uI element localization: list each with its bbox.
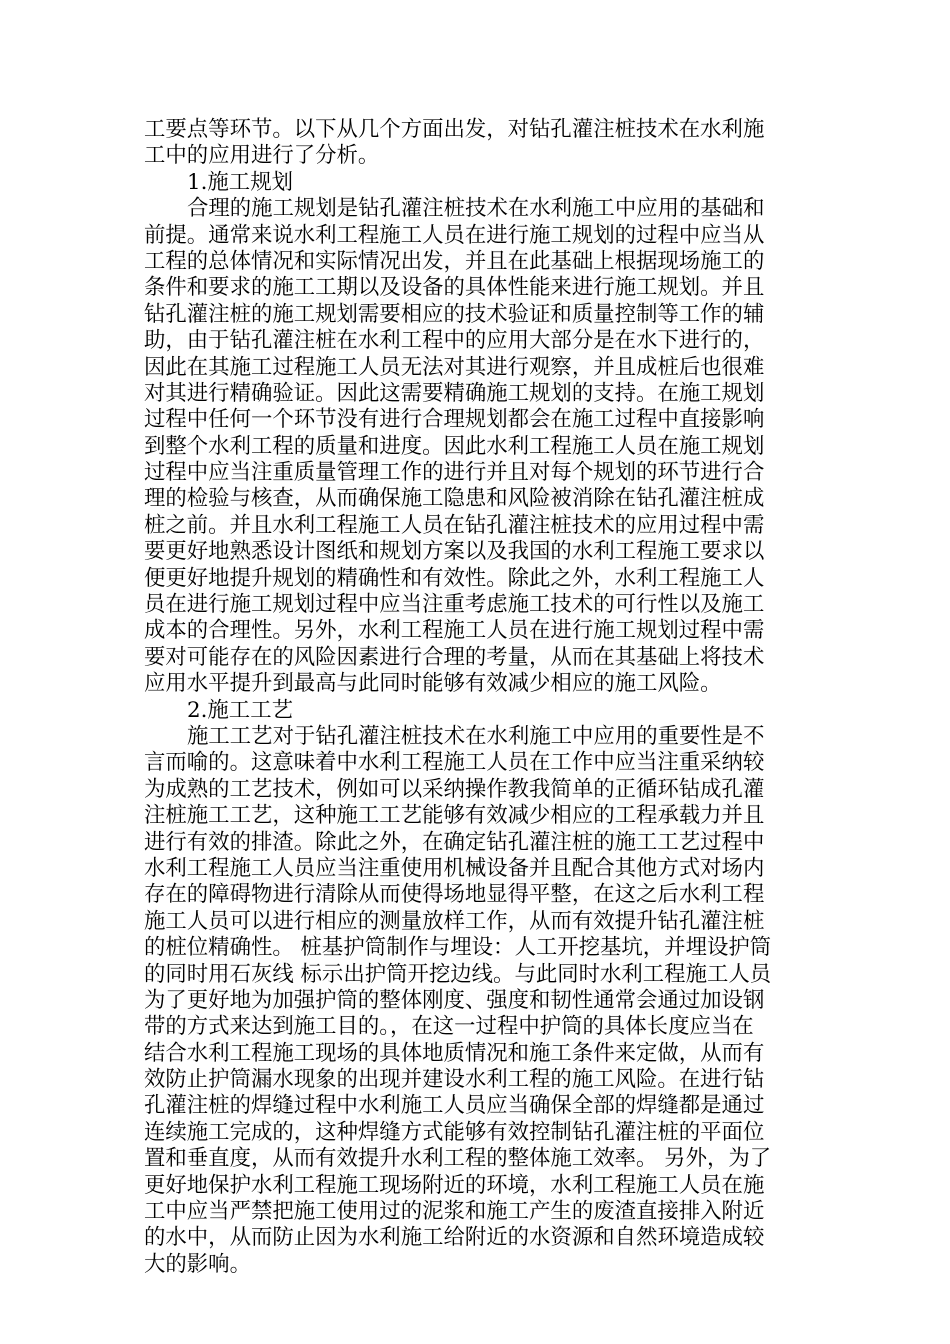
text-line: 的桩位精确性。 桩基护筒制作与埋设：人工开挖基坑，并埋设护筒 bbox=[144, 935, 772, 961]
text-line: 孔灌注桩的焊缝过程中水利施工人员应当确保全部的焊缝都是通过 bbox=[144, 1093, 765, 1119]
text-line: 到整个水利工程的质量和进度。因此水利工程施工人员在施工规划 bbox=[144, 433, 765, 459]
text-line: 连续施工完成的，这种焊缝方式能够有效控制钻孔灌注桩的平面位 bbox=[144, 1119, 765, 1145]
text-line: 要对可能存在的风险因素进行合理的考量，从而在其基础上将技术 bbox=[144, 644, 765, 670]
text-line: 施工人员可以进行相应的测量放样工作，从而有效提升钻孔灌注桩 bbox=[144, 908, 765, 934]
text-line: 的同时用石灰线 标示出护筒开挖边线。与此同时水利工程施工人员 bbox=[144, 961, 772, 987]
text-line: 工中的应用进行了分析。 bbox=[144, 143, 380, 169]
text-line: 带的方式来达到施工目的。，在这一过程中护筒的具体长度应当在 bbox=[144, 1014, 754, 1040]
text-line: 的水中，从而防止因为水利施工给附近的水资源和自然环境造成较 bbox=[144, 1225, 765, 1251]
text-line: 员在进行施工规划过程中应当注重考虑施工技术的可行性以及施工 bbox=[144, 592, 765, 618]
text-line: 钻孔灌注桩的施工规划需要相应的技术验证和质量控制等工作的辅 bbox=[144, 301, 765, 327]
text-line: 前提。通常来说水利工程施工人员在进行施工规划的过程中应当从 bbox=[144, 222, 765, 248]
text-line: 置和垂直度，从而有效提升水利工程的整体施工效率。 另外，为了 bbox=[144, 1146, 772, 1172]
text-line: 要更好地熟悉设计图纸和规划方案以及我国的水利工程施工要求以 bbox=[144, 539, 765, 565]
text-line: 2.施工工艺 bbox=[187, 697, 293, 723]
text-line: 大的影响。 bbox=[144, 1251, 251, 1277]
text-line: 过程中应当注重质量管理工作的进行并且对每个规划的环节进行合 bbox=[144, 460, 765, 486]
text-line: 工中应当严禁把施工使用过的泥浆和施工产生的废渣直接排入附近 bbox=[144, 1199, 765, 1225]
text-line: 因此在其施工过程施工人员无法对其进行观察，并且成桩后也很难 bbox=[144, 354, 765, 380]
text-line: 工程的总体情况和实际情况出发，并且在此基础上根据现场施工的 bbox=[144, 248, 765, 274]
text-line: 为了更好地为加强护筒的整体刚度、强度和韧性通常会通过加设钢 bbox=[144, 987, 765, 1013]
text-line: 合理的施工规划是钻孔灌注桩技术在水利施工中应用的基础和 bbox=[187, 196, 765, 222]
text-line: 效防止护筒漏水现象的出现并建设水利工程的施工风险。在进行钻 bbox=[144, 1067, 765, 1093]
text-line: 便更好地提升规划的精确性和有效性。除此之外，水利工程施工人 bbox=[144, 565, 765, 591]
text-line: 进行有效的排渣。除此之外，在确定钻孔灌注桩的施工工艺过程中 bbox=[144, 829, 765, 855]
text-line: 水利工程施工人员应当注重使用机械设备并且配合其他方式对场内 bbox=[144, 855, 765, 881]
text-line: 注桩施工工艺，这种施工工艺能够有效减少相应的工程承载力并且 bbox=[144, 803, 765, 829]
text-line: 存在的障碍物进行清除从而使得场地显得平整，在这之后水利工程 bbox=[144, 882, 765, 908]
text-line: 桩之前。并且水利工程施工人员在钻孔灌注桩技术的应用过程中需 bbox=[144, 512, 765, 538]
text-line: 言而喻的。这意味着中水利工程施工人员在工作中应当注重采纳较 bbox=[144, 750, 765, 776]
text-line: 助，由于钻孔灌注桩在水利工程中的应用大部分是在水下进行的， bbox=[144, 328, 765, 354]
document-body bbox=[144, 117, 806, 1278]
text-line: 工要点等环节。以下从几个方面出发，对钻孔灌注桩技术在水利施 bbox=[144, 117, 765, 142]
text-line: 为成熟的工艺技术，例如可以采纳操作教我简单的正循环钻成孔灌 bbox=[144, 776, 765, 802]
text-line: 应用水平提升到最高与此同时能够有效减少相应的施工风险。 bbox=[144, 671, 722, 697]
text-line: 过程中任何一个环节没有进行合理规划都会在施工过程中直接影响 bbox=[144, 407, 765, 433]
text-line: 施工工艺对于钻孔灌注桩技术在水利施工中应用的重要性是不 bbox=[187, 723, 765, 749]
text-line: 1.施工规划 bbox=[187, 169, 293, 195]
text-line: 条件和要求的施工工期以及设备的具体性能来进行施工规划。并且 bbox=[144, 275, 765, 301]
text-line: 对其进行精确验证。因此这需要精确施工规划的支持。在施工规划 bbox=[144, 380, 765, 406]
text-line: 理的检验与核查，从而确保施工隐患和风险被消除在钻孔灌注桩成 bbox=[144, 486, 765, 512]
text-line: 更好地保护水利工程施工现场附近的环境，水利工程施工人员在施 bbox=[144, 1172, 765, 1198]
text-line: 结合水利工程施工现场的具体地质情况和施工条件来定做，从而有 bbox=[144, 1040, 765, 1066]
text-line: 成本的合理性。另外，水利工程施工人员在进行施工规划过程中需 bbox=[144, 618, 765, 644]
